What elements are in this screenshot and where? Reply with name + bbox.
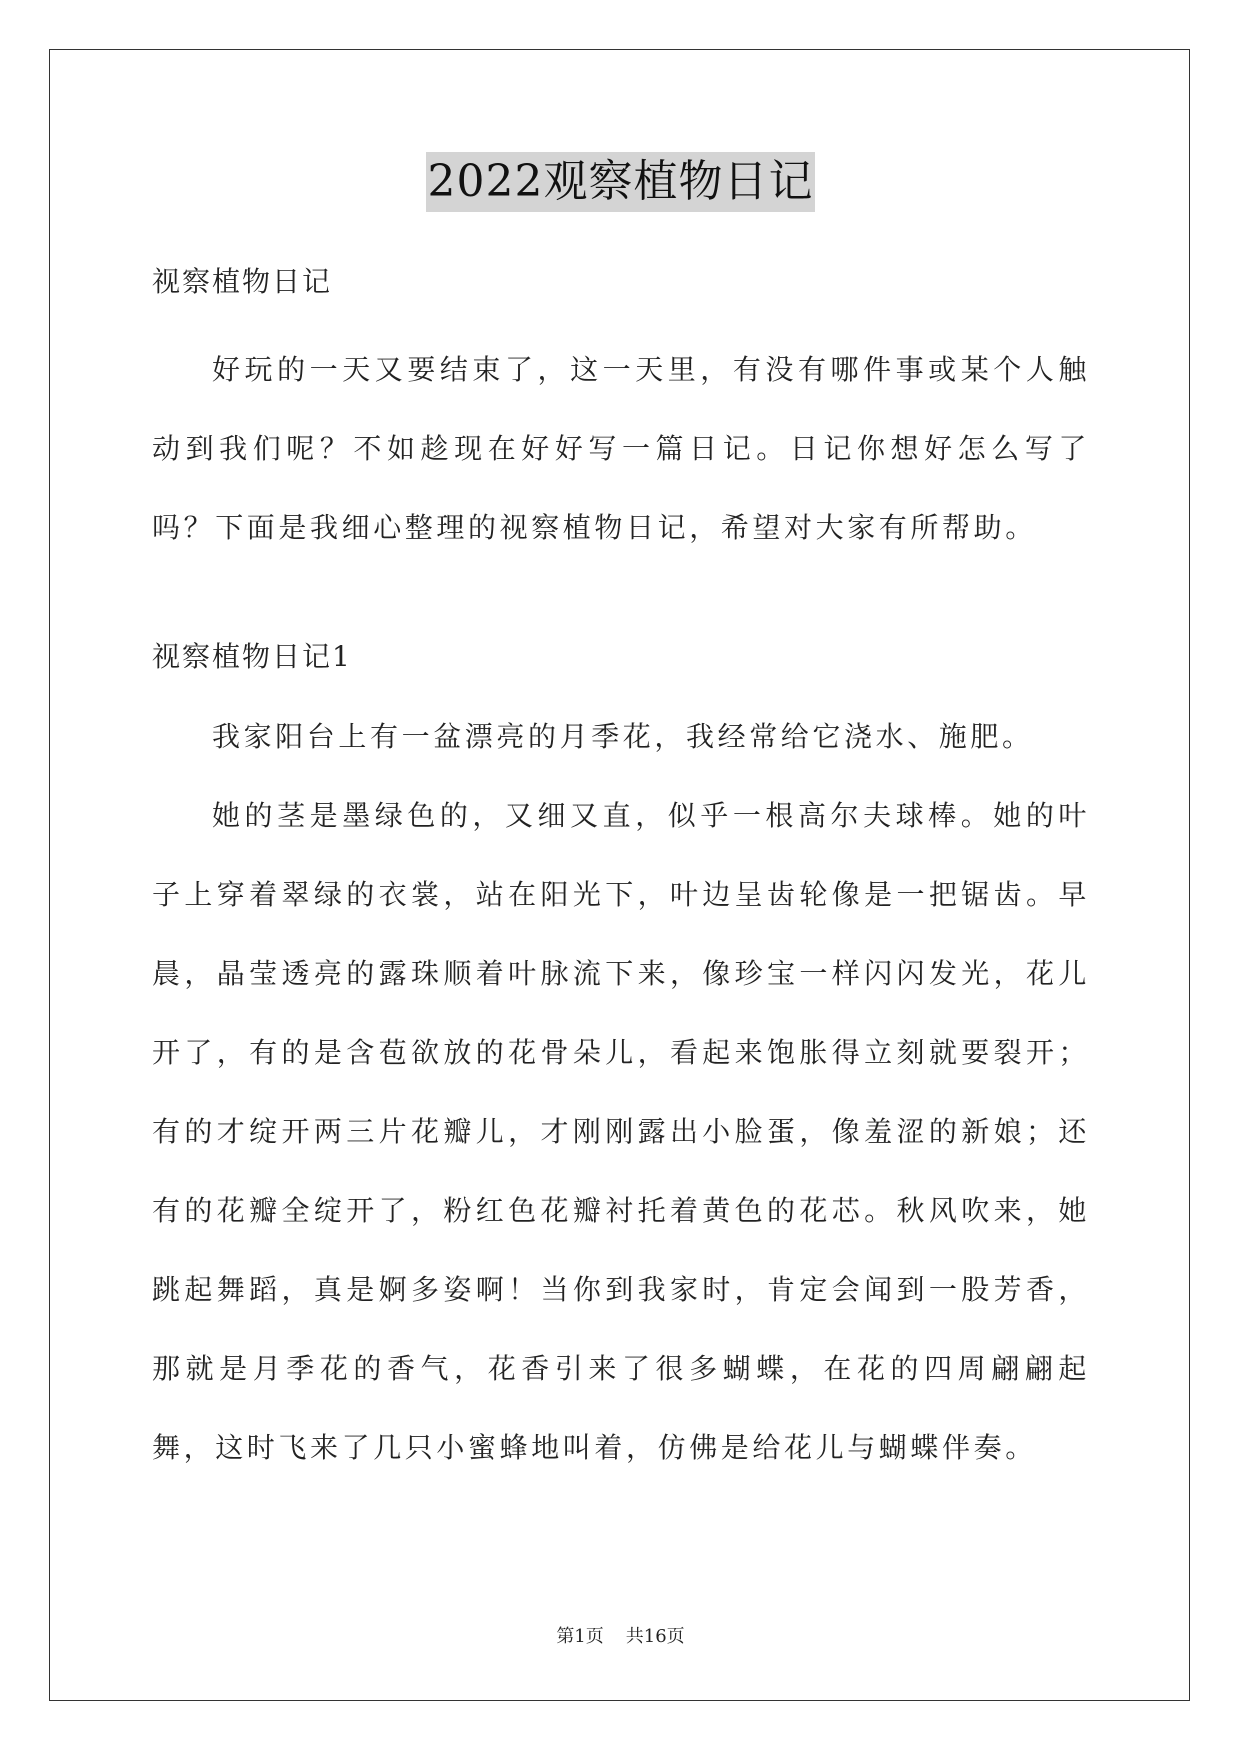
section-heading-1: 视察植物日记1 <box>152 640 352 673</box>
document-title: 2022观察植物日记 <box>426 152 816 212</box>
title-container <box>0 152 1241 212</box>
document-body <box>152 262 1090 1487</box>
body-paragraph-2: 她的茎是墨绿色的，又细又直，似乎一根高尔夫球棒。她的叶子上穿着翠绿的衣裳，站在阳光下，叶边呈齿轮像是一把锯齿。早晨，晶莹透亮的露珠顺着叶脉流下来，像珍宝一样闪闪发光，花儿开了，有的是含苞欲放的花骨朵儿，看起来饱胀得立刻就要裂开；有的才绽开两三片花瓣儿，才刚刚露出小脸蛋，像羞涩的新娘；还有的花瓣全绽开了，粉红色花瓣衬托着黄色的花芯。秋风吹来，她跳起舞蹈，真是婀多姿啊！当你到我家时，肯定会闻到一股芳香，那就是月季花的香气，花香引来了很多蝴蝶，在花的四周翩翩起舞，这时飞来了几只小蜜蜂地叫着，仿佛是给花儿与蝴蝶伴奏。 <box>152 799 1090 1464</box>
page-total: 共16页 <box>625 1626 685 1647</box>
body-paragraph-1: 我家阳台上有一盆漂亮的月季花，我经常给它浇水、施肥。 <box>212 720 1034 753</box>
page-number: 第1页 <box>556 1626 604 1647</box>
section-heading: 视察植物日记 <box>152 265 333 298</box>
intro-paragraph: 好玩的一天又要结束了，这一天里，有没有哪件事或某个人触动到我们呢？不如趁现在好好写一篇日记。日记你想好怎么写了吗？下面是我细心整理的视察植物日记，希望对大家有所帮助。 <box>152 353 1090 544</box>
page-footer <box>0 1624 1241 1650</box>
